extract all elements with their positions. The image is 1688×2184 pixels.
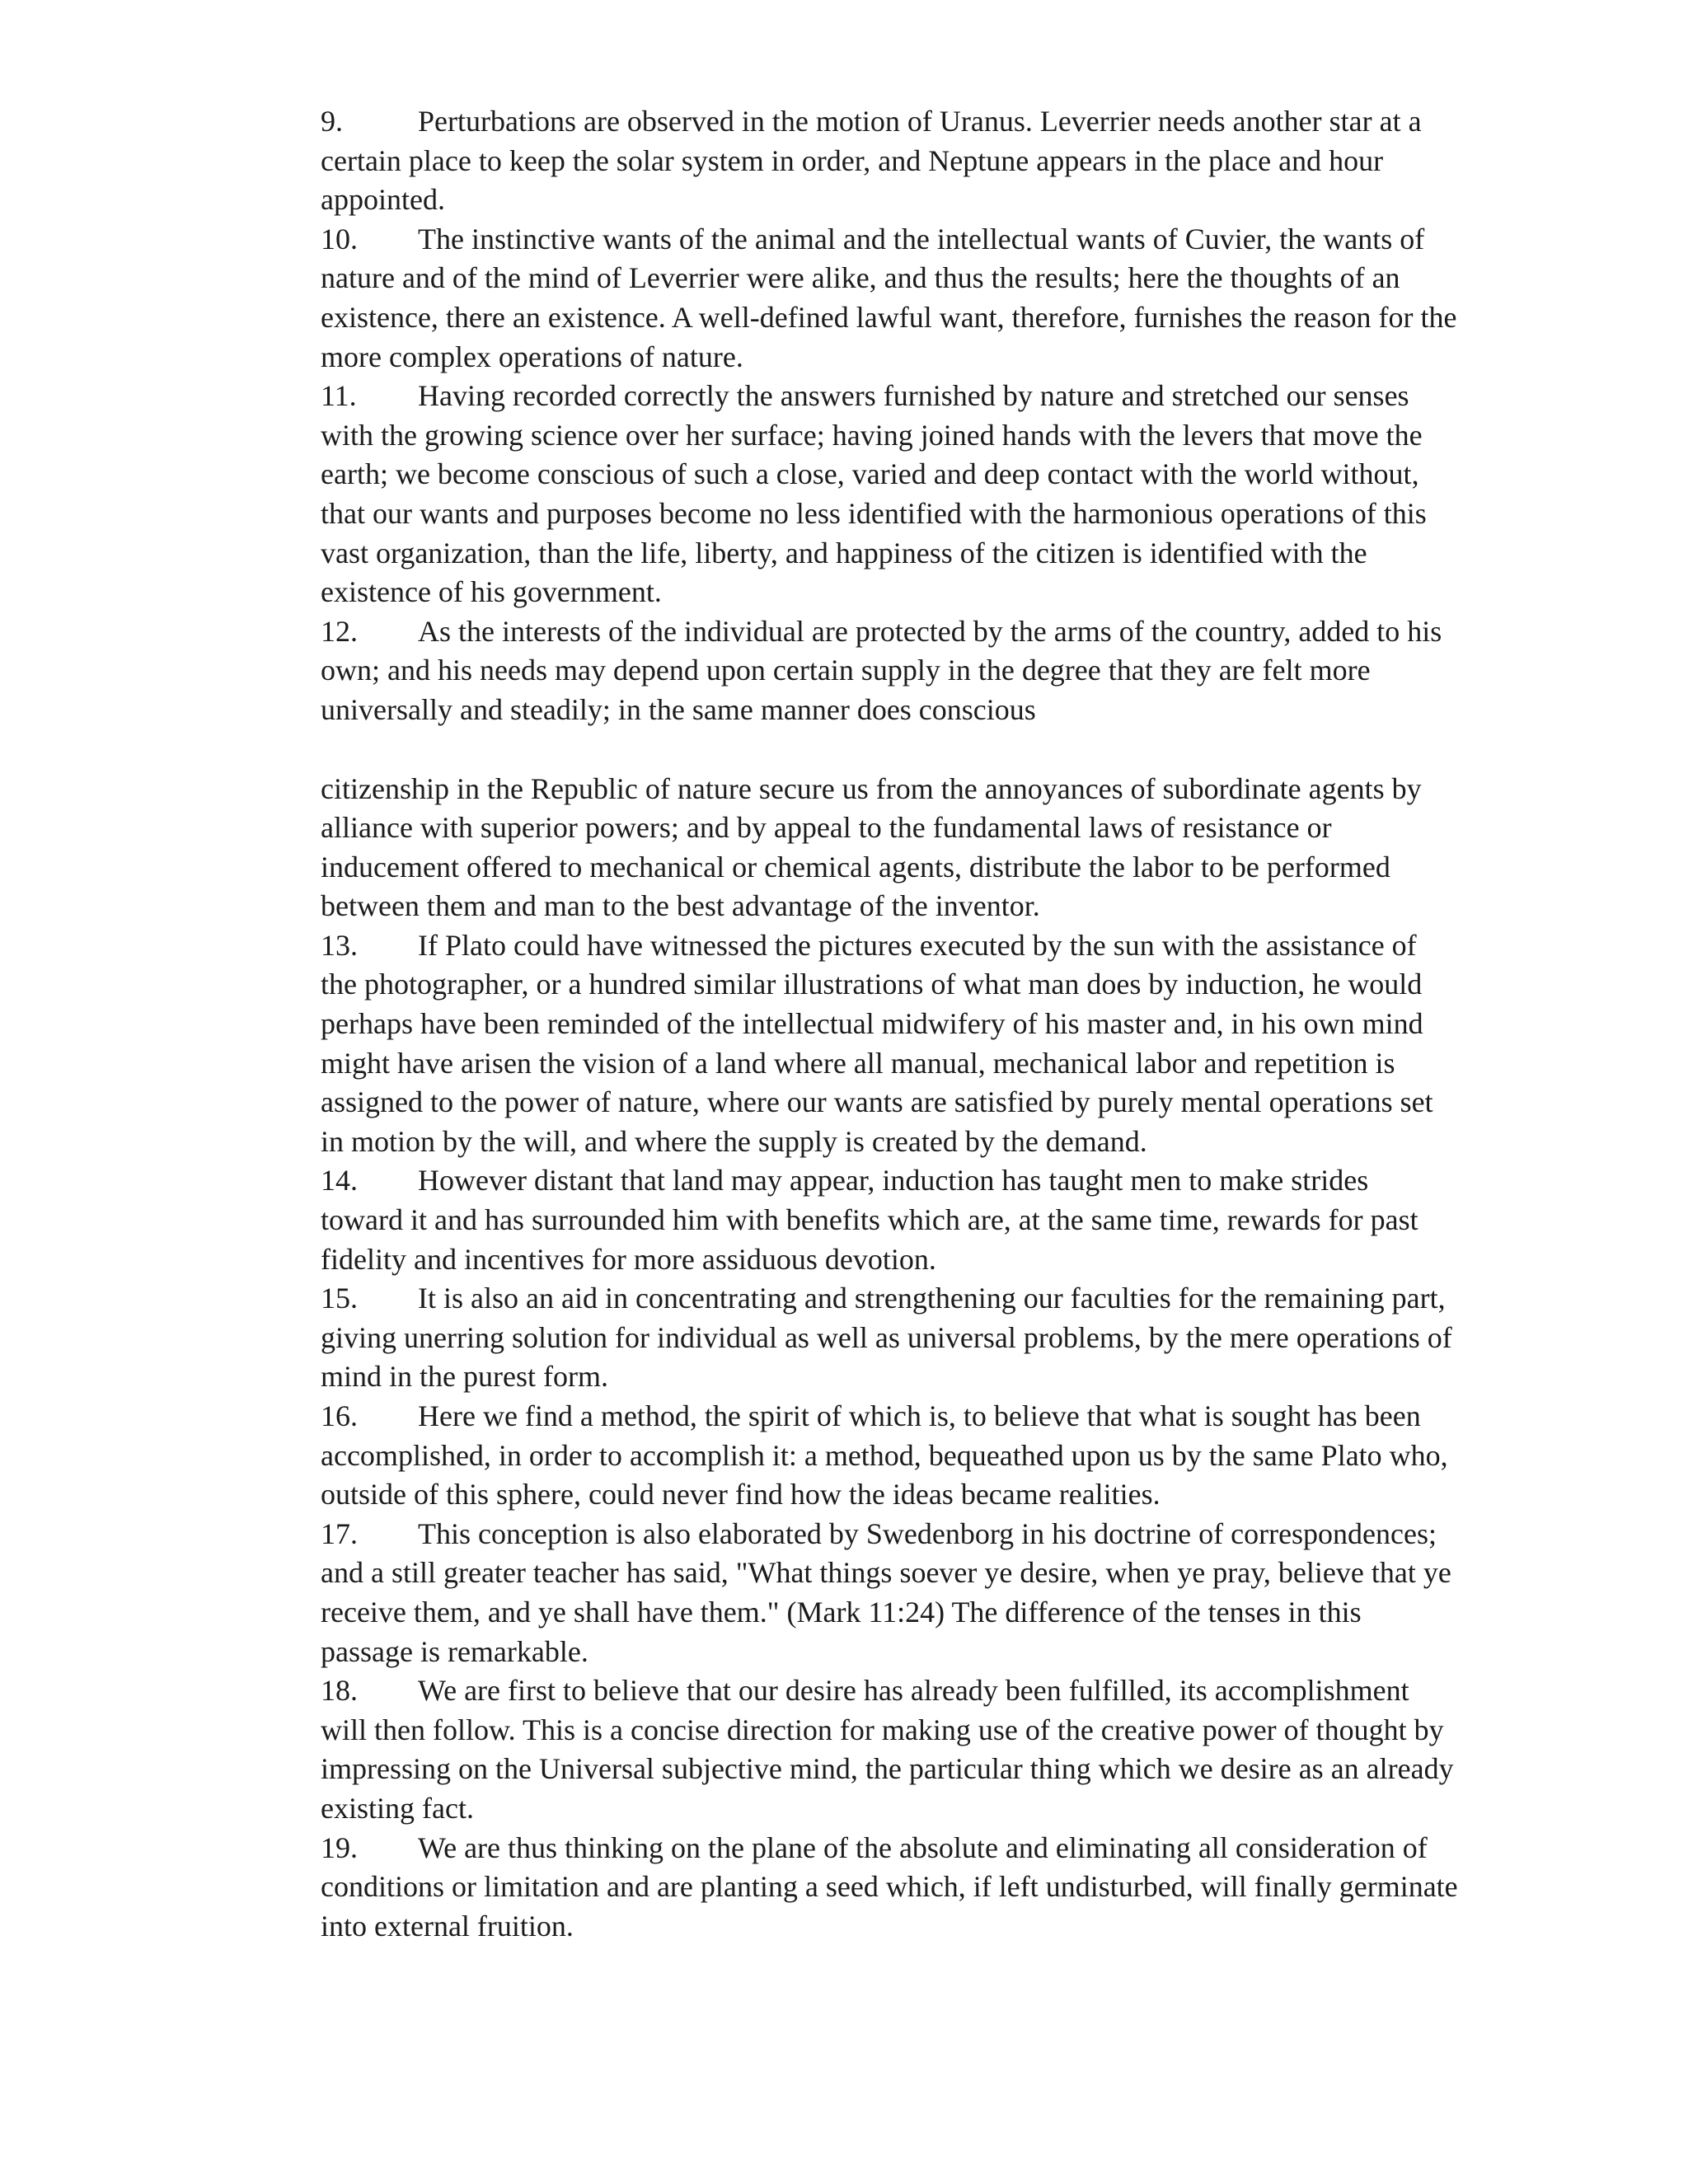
paragraph-text: As the interests of the individual are protected by the arms of the country, added to his own; and his needs may depend upon certain supply in the degree that they are felt more universally and steadily; in the same manner does conscious: [321, 614, 1442, 726]
section-top: [321, 102, 1458, 730]
paragraph-number: 14.: [321, 1164, 358, 1197]
paragraph-text: We are thus thinking on the plane of the absolute and eliminating all consideration of conditions or limitation and are planting a seed which, if left undisturbed, will finally germinate into external fruition.: [321, 1830, 1458, 1943]
paragraph-text: The instinctive wants of the animal and the intellectual wants of Cuvier, the wants of nature and of the mind of Leverrier were alike, and thus the results; here the thoughts of an existence, there an existence. A well-defined lawful want, therefore, furnishes the reason for the more complex operations of nature.: [321, 222, 1457, 373]
paragraph-number: 10.: [321, 222, 358, 255]
paragraph-17: [321, 1515, 1458, 1671]
paragraph-10: [321, 220, 1458, 377]
paragraph-text: We are first to believe that our desire has already been fulfilled, its accomplishment will then follow. This is a concise direction for making use of the creative power of thought by impressing on the Universal subjective mind, the particular thing which we desire as an already existing fact.: [321, 1674, 1454, 1825]
paragraph-13: [321, 926, 1458, 1162]
page-break-gap: [321, 730, 1458, 770]
paragraph-16: [321, 1397, 1458, 1515]
paragraph-number: 15.: [321, 1282, 358, 1315]
document-page: [321, 102, 1458, 1946]
paragraph-number: 13.: [321, 928, 358, 962]
paragraph-text: Perturbations are observed in the motion of Uranus. Leverrier needs another star at a certain place to keep the solar system in order, and Neptune appears in the place and hour appointed.: [321, 105, 1422, 217]
paragraph-9: [321, 102, 1458, 220]
paragraph-number: 17.: [321, 1516, 358, 1550]
paragraph-number: 16.: [321, 1399, 358, 1432]
paragraph-text: If Plato could have witnessed the pictures executed by the sun with the assistance of the photographer, or a hundred similar illustrations of what man does by induction, he would perhaps have been reminded of the intellectual midwifery of his master and, in his own mind might have arisen the vision of a land where all manual, mechanical labor and repetition is assigned to the power of nature, where our wants are satisfied by purely mental operations set in motion by the will, and where the supply is created by the demand.: [321, 928, 1433, 1158]
paragraph-text: It is also an aid in concentrating and strengthening our faculties for the remaining part, giving unerring solution for individual as well as universal problems, by the mere operations of mind in the purest form.: [321, 1282, 1452, 1394]
paragraph-number: 12.: [321, 614, 358, 648]
paragraph-19: [321, 1829, 1458, 1947]
section-bottom: [321, 770, 1458, 1947]
paragraph-14: [321, 1161, 1458, 1279]
paragraph-number: 9.: [321, 105, 343, 138]
paragraph-11: [321, 377, 1458, 612]
paragraph-18: [321, 1671, 1458, 1828]
paragraph-number: 11.: [321, 379, 357, 413]
paragraph-15: [321, 1279, 1458, 1397]
paragraph-text: Having recorded correctly the answers furnished by nature and stretched our senses with the growing science over her surface; having joined hands with the levers that move the earth; we become conscious of such a close, varied and deep contact with the world without, that our wants and purposes become no less identified with the harmonious operations of this vast organization, than the life, liberty, and happiness of the citizen is identified with the existence of his government.: [321, 379, 1427, 609]
paragraph-text: Here we find a method, the spirit of which is, to believe that what is sought has been accomplished, in order to accomplish it: a method, bequeathed upon us by the same Plato who, outside of this sphere, could never find how the ideas became realities.: [321, 1399, 1448, 1511]
paragraph-text: This conception is also elaborated by Swedenborg in his doctrine of correspondences; and a still greater teacher has said, "What things soever ye desire, when ye pray, believe that ye receive them, and ye shall have them." (Mark 11:24) The difference of the tenses in this passage is remarkable.: [321, 1516, 1451, 1668]
paragraph-number: 19.: [321, 1830, 358, 1864]
paragraph-12: [321, 612, 1458, 730]
paragraph-12-continuation: citizenship in the Republic of nature secure us from the annoyances of subordinate agents by alliance with superior powers; and by appeal to the fundamental laws of resistance or inducement offered to mechanical or chemical agents, distribute the labor to be performed between them and man to the best advantage of the inventor.: [321, 771, 1422, 923]
paragraph-number: 18.: [321, 1674, 358, 1708]
paragraph-text: However distant that land may appear, induction has taught men to make strides toward it and has surrounded him with benefits which are, at the same time, rewards for past fidelity and incentives for more assiduous devotion.: [321, 1164, 1418, 1276]
